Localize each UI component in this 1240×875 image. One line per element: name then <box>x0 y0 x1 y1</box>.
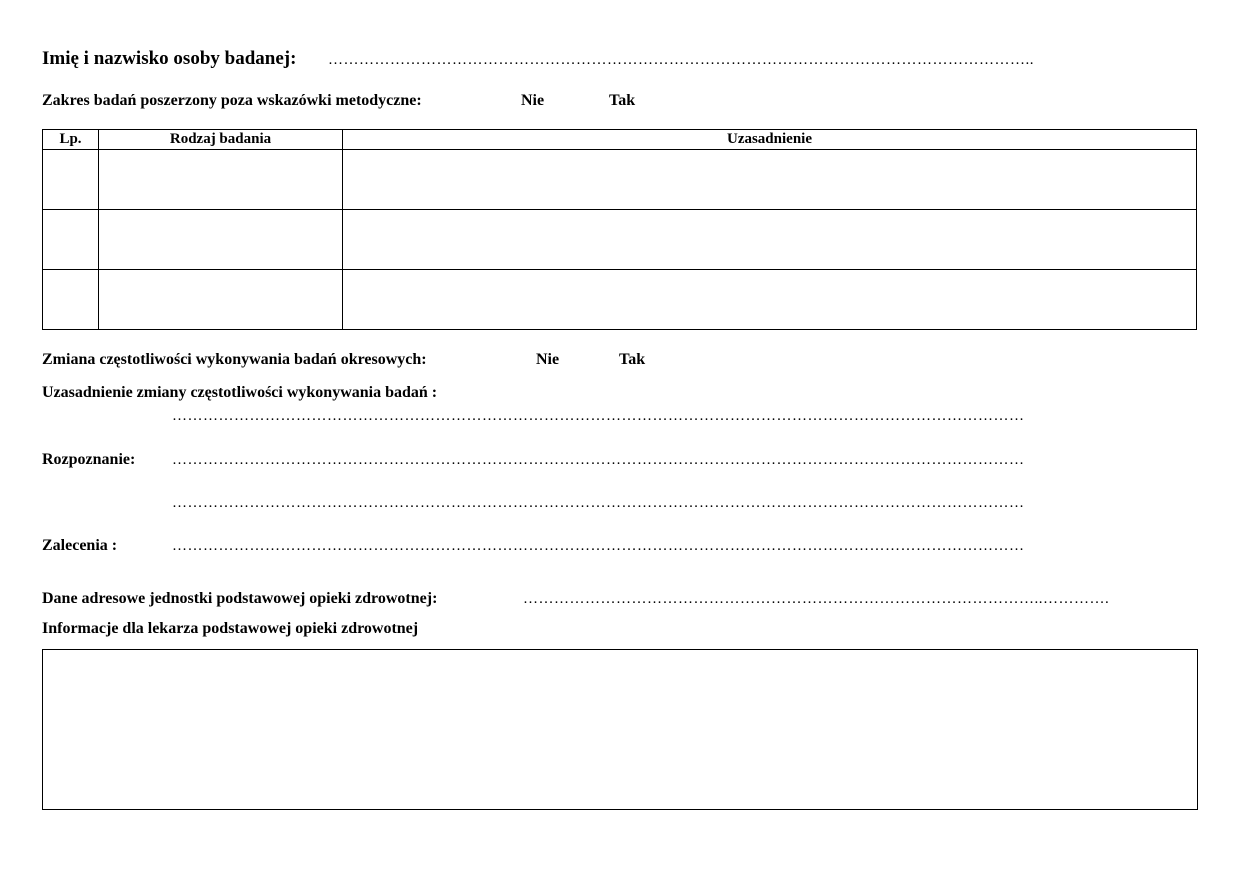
recommendations-label: Zalecenia : <box>42 537 118 554</box>
table-row <box>43 150 1197 210</box>
cell-justification[interactable] <box>343 150 1197 210</box>
frequency-justification-dots-field[interactable]: ………………………………………………………………………………………………………………………………………………… <box>172 408 1025 424</box>
scope-option-no[interactable]: Nie <box>521 92 545 109</box>
gp-info-label: Informacje dla lekarza podstawowej opieki zdrowotnej <box>42 620 419 637</box>
address-label: Dane adresowe jednostki podstawowej opieki zdrowotnej: <box>42 590 438 607</box>
cell-exam-type[interactable] <box>99 270 343 330</box>
cell-justification[interactable] <box>343 210 1197 270</box>
name-dots-field[interactable]: ……………………………………………………………………………………………………………………….. <box>328 52 1034 68</box>
scope-option-yes[interactable]: Tak <box>609 92 636 109</box>
cell-lp[interactable] <box>43 150 99 210</box>
table-row <box>43 210 1197 270</box>
recommendations-dots-field[interactable]: ………………………………………………………………………………………………………………………………………………… <box>172 538 1025 554</box>
scope-label: Zakres badań poszerzony poza wskazówki metodyczne: <box>42 92 422 109</box>
address-dots-field[interactable]: ………………………………………………………………………………………..…………. <box>523 591 1110 607</box>
frequency-justification-label: Uzasadnienie zmiany częstotliwości wykonywania badań : <box>42 384 438 401</box>
header-exam-type: Rodzaj badania <box>99 130 343 150</box>
frequency-option-yes[interactable]: Tak <box>619 351 646 368</box>
cell-exam-type[interactable] <box>99 150 343 210</box>
examinations-table <box>42 129 1197 330</box>
table-row <box>43 270 1197 330</box>
frequency-option-no[interactable]: Nie <box>536 351 560 368</box>
frequency-label: Zmiana częstotliwości wykonywania badań okresowych: <box>42 351 427 368</box>
header-justification: Uzasadnienie <box>343 130 1197 150</box>
name-label: Imię i nazwisko osoby badanej: <box>42 48 297 69</box>
diagnosis-dots-field-2[interactable]: ………………………………………………………………………………………………………………………………………………… <box>172 495 1025 511</box>
diagnosis-dots-field-1[interactable]: ………………………………………………………………………………………………………………………………………………… <box>172 452 1025 468</box>
table-header-row <box>43 130 1197 150</box>
gp-info-box[interactable] <box>42 649 1198 810</box>
header-lp: Lp. <box>43 130 99 150</box>
cell-exam-type[interactable] <box>99 210 343 270</box>
cell-lp[interactable] <box>43 210 99 270</box>
cell-justification[interactable] <box>343 270 1197 330</box>
diagnosis-label: Rozpoznanie: <box>42 451 136 468</box>
cell-lp[interactable] <box>43 270 99 330</box>
